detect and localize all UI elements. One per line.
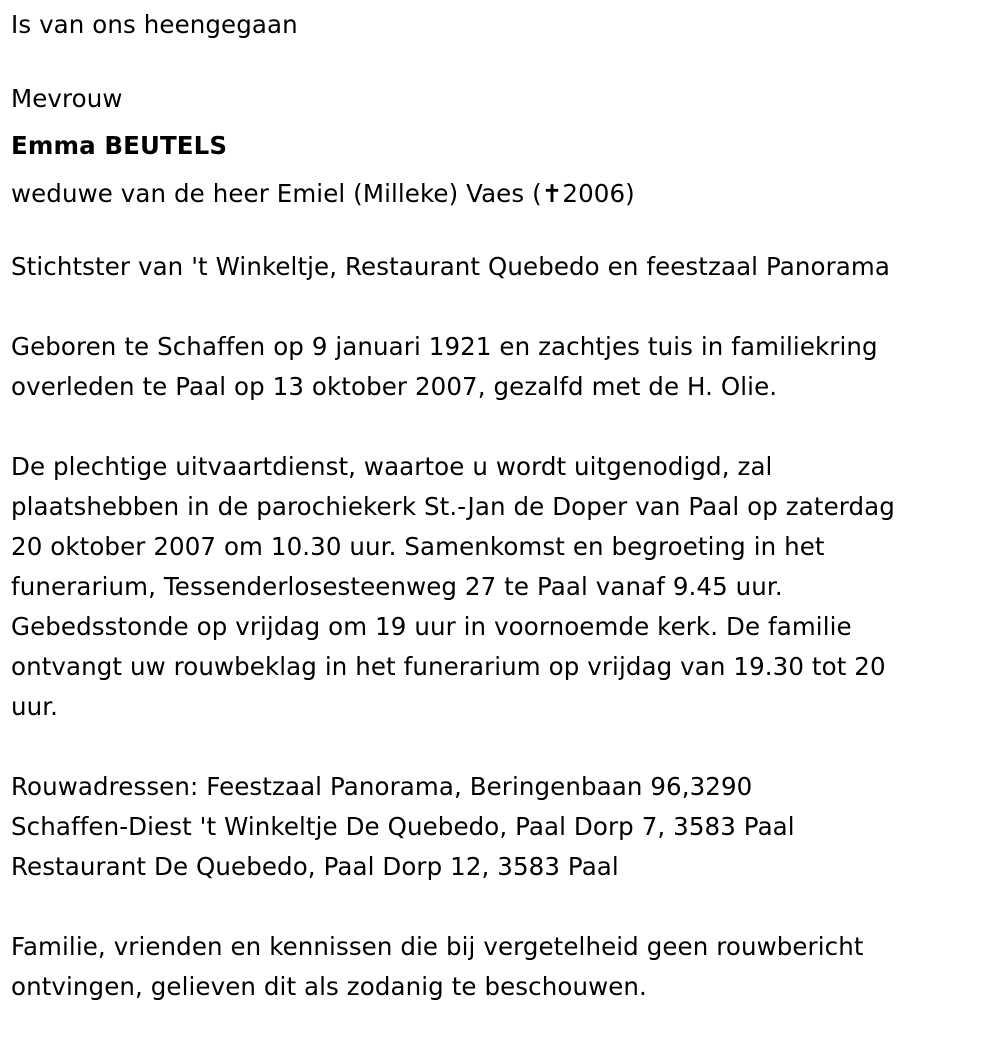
paragraph-line: uur.	[11, 692, 59, 721]
spacer	[11, 214, 986, 247]
address-line: Restaurant De Quebedo, Paal Dorp 12, 3583 Paal	[11, 852, 619, 881]
spacer	[11, 407, 986, 447]
paragraph-line: De plechtige uitvaartdienst, waartoe u wordt uitgenodigd, zal	[11, 452, 773, 481]
address-line: Rouwadressen: Feestzaal Panorama, Beringenbaan 96,3290	[11, 772, 753, 801]
closing-paragraph	[11, 927, 986, 1007]
address-line: Schaffen-Diest 't Winkeltje De Quebedo, Paal Dorp 7, 3583 Paal	[11, 812, 795, 841]
death-notice	[11, 0, 986, 1007]
deceased-name: Emma BEUTELS	[11, 131, 228, 160]
intro-text: Is van ons heengegaan	[11, 10, 298, 39]
paragraph-line: 20 oktober 2007 om 10.30 uur. Samenkomst en begroeting in het	[11, 532, 825, 561]
paragraph-line: ontvangt uw rouwbeklag in het funerarium op vrijdag van 19.30 tot 20	[11, 652, 886, 681]
paragraph-line: Geboren te Schaffen op 9 januari 1921 en zachtjes tuis in familiekring	[11, 332, 878, 361]
spacer	[11, 887, 986, 927]
funeral-paragraph	[11, 447, 986, 727]
spacer	[11, 727, 986, 767]
salutation: Mevrouw	[11, 84, 123, 113]
birth-death-paragraph	[11, 327, 986, 407]
founder-line: Stichtster van 't Winkeltje, Restaurant Quebedo en feestzaal Panorama	[11, 252, 890, 281]
paragraph-line: plaatshebben in de parochiekerk St.-Jan de Doper van Paal op zaterdag	[11, 492, 895, 521]
widow-line: weduwe van de heer Emiel (Milleke) Vaes (✝2006)	[11, 179, 635, 208]
paragraph-line: funerarium, Tessenderlosesteenweg 27 te Paal vanaf 9.45 uur.	[11, 572, 783, 601]
spacer	[11, 287, 986, 327]
paragraph-line: Gebedsstonde op vrijdag om 19 uur in voornoemde kerk. De familie	[11, 612, 852, 641]
paragraph-line: overleden te Paal op 13 oktober 2007, gezalfd met de H. Olie.	[11, 372, 778, 401]
addresses-paragraph	[11, 767, 986, 887]
paragraph-line: ontvingen, gelieven dit als zodanig te beschouwen.	[11, 972, 647, 1001]
paragraph-line: Familie, vrienden en kennissen die bij vergetelheid geen rouwbericht	[11, 932, 864, 961]
